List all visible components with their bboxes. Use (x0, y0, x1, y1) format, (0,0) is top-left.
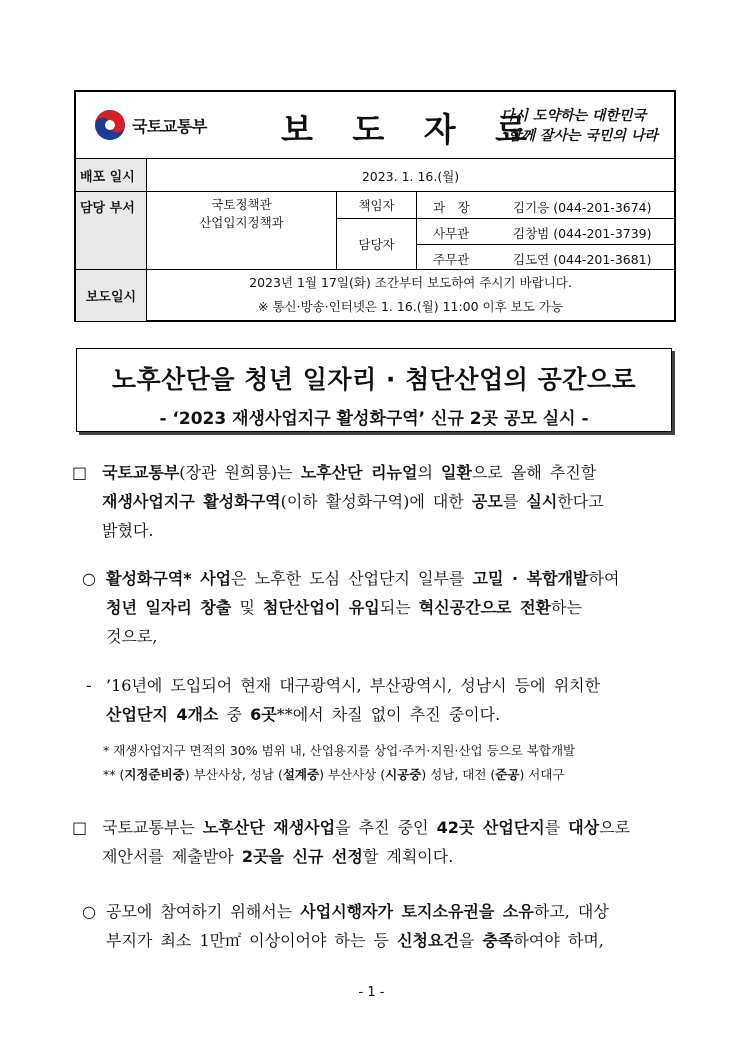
text: 하고, 대상 (533, 902, 609, 921)
text: ’16년에 도입되어 현재 대구광역시, 부산광역시, 성남시 등에 위치한 (106, 676, 601, 695)
contact-list (416, 192, 674, 270)
text: * 사업 (183, 569, 232, 588)
press-release-title: 보 도 자 료 (281, 110, 541, 149)
dept-names (146, 192, 336, 270)
distribution-row (76, 158, 674, 192)
text: 되는 (379, 598, 411, 617)
text: 첨단산업이 유입 (263, 598, 380, 617)
text: **에서 차질 없이 추진 중이다. (276, 705, 501, 724)
text: 으로 (599, 818, 631, 837)
square-bullet: □ (72, 463, 88, 482)
text: 사업시행자가 토지소유권을 소유 (300, 902, 534, 921)
text: ** ( (103, 767, 125, 782)
report-label: 보도일시 (76, 270, 146, 321)
dept-label: 담당 부서 (76, 192, 146, 270)
text: ) 서대구 (519, 767, 565, 782)
text: ) 부산사상 ( (319, 767, 386, 782)
contact-name: 김창범 (044-201-3739) (513, 226, 652, 241)
contact-title: 주무관 (433, 252, 470, 267)
text: 및 (239, 598, 255, 617)
text: 밝혔다. (102, 521, 154, 540)
text: 의 (417, 463, 433, 482)
text: 한다고 (557, 492, 604, 511)
text: 42곳 산업단지 (436, 818, 545, 837)
paragraph-5 (82, 897, 677, 955)
text: 지정준비중 (124, 767, 185, 782)
text: 중 (226, 705, 243, 724)
department-row (76, 191, 674, 270)
text: 설계중 (282, 767, 320, 782)
text: 6곳 (250, 705, 277, 724)
responsible-label: 책임자 (337, 192, 416, 219)
contact-title: 과 장 (433, 200, 470, 215)
report-time-row (76, 269, 674, 321)
charge-label: 담당자 (358, 237, 395, 252)
text: 을 추진 중인 (335, 818, 429, 837)
text: 을 (458, 931, 475, 950)
dash-bullet: - (86, 676, 92, 695)
footnote-2 (103, 765, 565, 783)
paragraph-4 (72, 813, 677, 871)
text: 하여 (588, 569, 620, 588)
contact-name: 김도연 (044-201-3681) (513, 252, 652, 267)
paragraph-2 (82, 564, 677, 651)
text: 대상 (568, 818, 600, 837)
slogan-line-2: 함께 잘사는 국민의 나라 (508, 128, 658, 144)
header-logo-row (76, 92, 674, 158)
text: 부지가 최소 1만㎡ 이상이어야 하는 등 (106, 931, 389, 950)
circle-bullet: ○ (82, 569, 96, 588)
headline: 노후산단을 청년 일자리 · 첨단산업의 공간으로 (111, 365, 637, 394)
text: 활성화구역 (106, 569, 184, 588)
text: 은 노후한 도심 산업단지 일부를 (231, 569, 465, 588)
text: 제안서를 제출받아 (102, 847, 234, 866)
square-bullet: □ (72, 818, 88, 837)
contact-row (417, 218, 674, 245)
paragraph-1 (72, 458, 677, 545)
slogan-line-1: 다시 도약하는 대한민국 (501, 108, 646, 124)
text: 시공중 (385, 767, 422, 782)
report-line-2: ※ 통신·방송·인터넷은 1. 16.(월) 11:00 이후 보도 가능 (258, 299, 563, 314)
distribution-date: 2023. 1. 16.(월) (146, 159, 674, 192)
sub-headline: - ‘2023 재생사업지구 활성화구역’ 신규 2곳 공모 실시 - (159, 409, 589, 429)
text: 준공 (495, 767, 520, 782)
text: 공모에 참여하기 위해서는 (106, 902, 293, 921)
text: 고밀 · 복합개발 (472, 569, 589, 588)
dept-line-1: 국토정책관 (211, 197, 272, 212)
text: 일환 (441, 463, 472, 482)
ministry-name: 국토교통부 (132, 117, 207, 136)
text: 노후산단 재생사업 (202, 818, 336, 837)
circle-bullet: ○ (82, 902, 96, 921)
text: 하여야 하며, (513, 931, 604, 950)
contact-row (417, 192, 674, 219)
distribution-label: 배포 일시 (76, 159, 146, 192)
contact-name: 김기응 (044-201-3674) (513, 200, 652, 215)
contact-row (417, 244, 674, 270)
text: 를 (502, 492, 519, 511)
report-line-1: 2023년 1월 17일(화) 조간부터 보도하여 주시기 바랍니다. (249, 275, 572, 290)
text: 신청요건 (397, 931, 459, 950)
text: 으로 올해 추진할 (471, 463, 597, 482)
text: 실시 (526, 492, 558, 511)
text: (장관 원희룡)는 (179, 463, 293, 482)
ministry-emblem-icon (94, 109, 126, 141)
text: 청년 일자리 창출 (106, 598, 232, 617)
text: 2곳을 신규 선정 (241, 847, 363, 866)
text: 충족 (482, 931, 514, 950)
text: 할 계획이다. (362, 847, 454, 866)
report-text (146, 270, 674, 321)
text: (이하 활성화구역)에 대한 (280, 492, 464, 511)
text: 혁신공간으로 전환 (418, 598, 551, 617)
press-release-header (74, 90, 676, 322)
role-column (336, 192, 416, 270)
dept-line-2: 산업입지정책과 (199, 215, 284, 230)
text: 노후산단 리뉴얼 (300, 463, 418, 482)
text: 재생사업지구 활성화구역 (102, 492, 281, 511)
text: 국토교통부는 (102, 818, 195, 837)
contact-title: 사무관 (433, 226, 470, 241)
text: 하는 (551, 598, 582, 617)
paragraph-3 (86, 671, 677, 729)
headline-box (76, 348, 672, 432)
footnote-1: * 재생사업지구 면적의 30% 범위 내, 산업용지를 상업·주거·지원·산업 등으로 복합개발 (103, 743, 576, 758)
text: ) 성남, 대전 ( (421, 767, 496, 782)
text: 산업단지 4개소 (106, 705, 219, 724)
text: 를 (544, 818, 561, 837)
text: 것으로, (106, 627, 158, 646)
text: 국토교통부 (102, 463, 180, 482)
text: ) 부산사상, 성남 ( (184, 767, 283, 782)
page-number: - 1 - (358, 985, 385, 1000)
text: 공모 (471, 492, 503, 511)
